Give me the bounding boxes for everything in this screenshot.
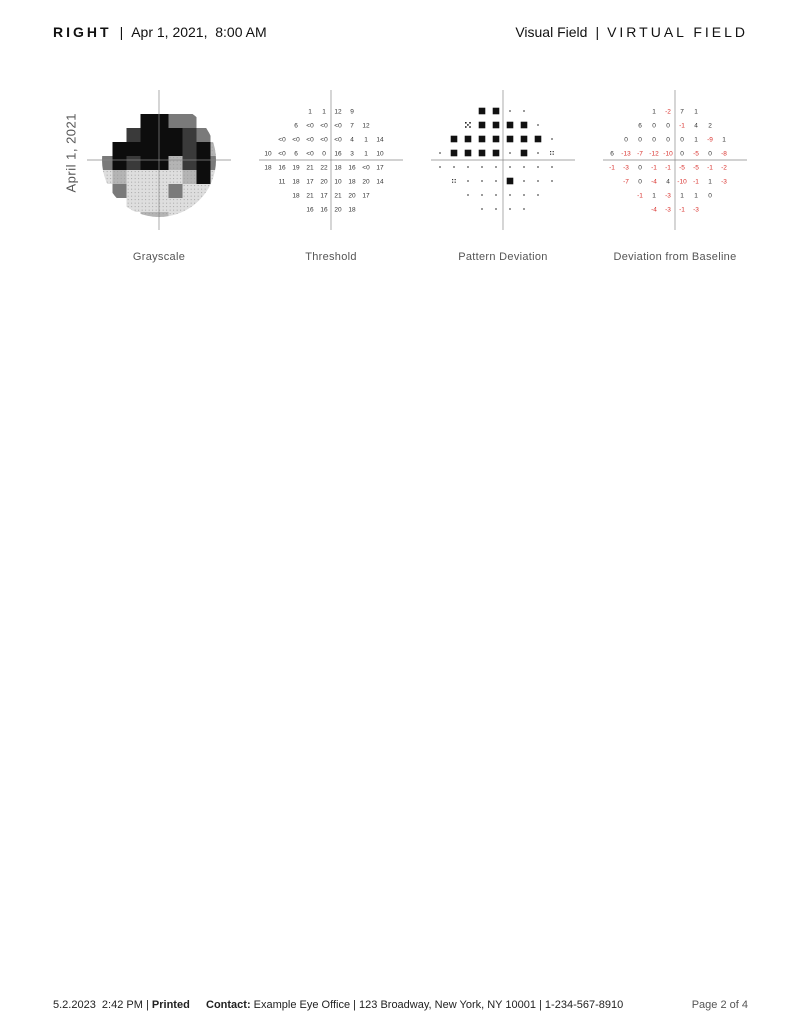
pattern-symbol-black [479, 122, 486, 129]
baseline-value: -1 [637, 192, 643, 200]
threshold-value: <0 [334, 136, 342, 144]
baseline-value: -3 [693, 206, 699, 214]
pattern-symbol-dot [509, 166, 510, 167]
printed-label: Printed [151, 999, 190, 1011]
pattern-symbol-dot [481, 180, 482, 181]
printed-separator: | [142, 999, 152, 1011]
threshold-value: 6 [294, 150, 298, 158]
brand-logo: VIRTUAL FIELD [607, 24, 748, 40]
deviation-baseline-plot [603, 88, 747, 232]
baseline-value: -13 [621, 150, 631, 158]
eye-label: RIGHT [53, 24, 112, 40]
threshold-caption: Threshold [305, 251, 357, 263]
threshold-value: 16 [348, 164, 356, 172]
threshold-value: <0 [292, 136, 300, 144]
baseline-value: -3 [665, 206, 671, 214]
threshold-value: 18 [334, 164, 342, 172]
baseline-value: -1 [707, 164, 713, 172]
pattern-symbol-black [507, 136, 514, 143]
baseline-value: 0 [666, 136, 670, 144]
threshold-value: 18 [292, 178, 300, 186]
baseline-value: 1 [708, 178, 712, 186]
threshold-value: <0 [278, 150, 286, 158]
pattern-symbol-dot [509, 194, 510, 195]
baseline-value: -3 [623, 164, 629, 172]
threshold-value: 20 [348, 192, 356, 200]
pattern-symbol-hatched [465, 122, 471, 128]
baseline-value: 1 [652, 108, 656, 116]
threshold-value: 16 [320, 206, 328, 214]
pattern-symbol-dot [537, 124, 538, 125]
threshold-value: 20 [320, 178, 328, 186]
baseline-value: -1 [679, 122, 685, 130]
threshold-value: 10 [334, 178, 342, 186]
threshold-value: 17 [362, 192, 370, 200]
pattern-symbol-dot [509, 208, 510, 209]
pattern-symbol-black [521, 122, 528, 129]
pattern-symbol-dot [439, 166, 440, 167]
pattern-symbol-dot [481, 166, 482, 167]
pattern-symbol-black [479, 150, 486, 157]
baseline-value: -3 [665, 192, 671, 200]
baseline-value: 4 [666, 178, 670, 186]
baseline-value: 1 [652, 192, 656, 200]
baseline-value: -7 [637, 150, 643, 158]
pattern-symbol-dot [523, 194, 524, 195]
header-separator-right: | [595, 24, 600, 40]
baseline-value: 1 [694, 108, 698, 116]
threshold-value: 16 [278, 164, 286, 172]
deviation-baseline-svg [603, 88, 747, 232]
threshold-value: 12 [334, 108, 342, 116]
baseline-value: 0 [638, 164, 642, 172]
pattern-symbol-black [493, 150, 500, 157]
threshold-value: 16 [306, 206, 314, 214]
threshold-value: 4 [350, 136, 354, 144]
grayscale-map [99, 114, 225, 223]
pattern-symbol-dot [467, 166, 468, 167]
threshold-value: 6 [294, 122, 298, 130]
baseline-value: 6 [610, 150, 614, 158]
threshold-value: <0 [320, 122, 328, 130]
baseline-value: -1 [693, 178, 699, 186]
threshold-value: <0 [306, 136, 314, 144]
threshold-value: <0 [320, 136, 328, 144]
pattern-symbol-dot [467, 194, 468, 195]
printed-datetime: 5.2.2023 2:42 PM [53, 999, 143, 1011]
pattern-symbol-black [479, 136, 486, 143]
baseline-value: -4 [651, 178, 657, 186]
contact-text: Example Eye Office | 123 Broadway, New York, NY 10001 | 1-234-567-8910 [250, 999, 624, 1011]
threshold-value: 21 [306, 164, 314, 172]
threshold-value: <0 [306, 122, 314, 130]
baseline-caption: Deviation from Baseline [613, 251, 737, 263]
baseline-value: -5 [693, 164, 699, 172]
baseline-value: 0 [638, 178, 642, 186]
baseline-value: -10 [663, 150, 673, 158]
threshold-value: 21 [306, 192, 314, 200]
baseline-value: -7 [623, 178, 629, 186]
pattern-symbol-dot [523, 208, 524, 209]
header-left [53, 24, 267, 40]
threshold-value: 20 [334, 206, 342, 214]
threshold-value: 16 [334, 150, 342, 158]
pattern-symbol-dot [537, 180, 538, 181]
baseline-value: 0 [624, 136, 628, 144]
baseline-value: 0 [708, 192, 712, 200]
baseline-value: 0 [666, 122, 670, 130]
threshold-value: 7 [350, 122, 354, 130]
pattern-symbol-dot [467, 180, 468, 181]
threshold-value: 1 [308, 108, 312, 116]
threshold-value: 19 [292, 164, 300, 172]
threshold-value: 17 [320, 192, 328, 200]
baseline-value: 1 [694, 192, 698, 200]
pattern-symbol-dot [481, 208, 482, 209]
pattern-symbol-black [535, 136, 542, 143]
pattern-deviation-svg [431, 88, 575, 232]
threshold-value: 14 [376, 178, 384, 186]
baseline-value: -2 [721, 164, 727, 172]
baseline-value: -1 [679, 206, 685, 214]
exam-datetime: Apr 1, 2021, 8:00 AM [131, 24, 267, 40]
page-number: Page 2 of 4 [691, 999, 748, 1011]
pattern-symbol-dot [551, 138, 552, 139]
grayscale-svg [87, 88, 231, 232]
threshold-value: 18 [264, 164, 272, 172]
baseline-value: 2 [708, 122, 712, 130]
grayscale-caption: Grayscale [132, 251, 186, 263]
threshold-value: 1 [364, 136, 368, 144]
baseline-value: -3 [721, 178, 727, 186]
threshold-value: 0 [322, 150, 326, 158]
threshold-value: 11 [278, 178, 286, 186]
threshold-value: 10 [376, 150, 384, 158]
pattern-symbol-dot [537, 152, 538, 153]
threshold-value: <0 [306, 150, 314, 158]
baseline-value: -5 [679, 164, 685, 172]
baseline-value: 0 [680, 150, 684, 158]
pattern-symbol-black [465, 136, 472, 143]
baseline-value: -4 [651, 206, 657, 214]
baseline-value: 1 [680, 192, 684, 200]
pattern-symbol-dot [439, 152, 440, 153]
baseline-value: 4 [694, 122, 698, 130]
header-right [515, 24, 748, 40]
threshold-value: 9 [350, 108, 354, 116]
baseline-value: -8 [721, 150, 727, 158]
pattern-symbol-black [521, 136, 528, 143]
exam-date-vertical: April 1, 2021 [63, 113, 79, 193]
baseline-value: 0 [652, 122, 656, 130]
contact-label: Contact: [206, 999, 251, 1011]
baseline-value: -1 [665, 164, 671, 172]
pattern-symbol-black [493, 108, 500, 115]
threshold-value: 18 [348, 206, 356, 214]
pattern-symbol-dot [523, 166, 524, 167]
pattern-symbol-dot [495, 194, 496, 195]
pattern-symbol-dot [537, 166, 538, 167]
threshold-value: 12 [362, 122, 370, 130]
pattern-symbol-sparse [550, 151, 554, 155]
baseline-value: 6 [638, 122, 642, 130]
pattern-symbol-dot [551, 166, 552, 167]
grayscale-plot [87, 88, 231, 232]
threshold-value: <0 [334, 122, 342, 130]
pattern-symbol-dot [495, 166, 496, 167]
threshold-value: 17 [306, 178, 314, 186]
baseline-value: 1 [694, 136, 698, 144]
pattern-symbol-black [465, 150, 472, 157]
header-separator: | [119, 24, 124, 40]
pattern-symbol-dot [509, 110, 510, 111]
pattern-symbol-dot [495, 180, 496, 181]
baseline-value: -9 [707, 136, 713, 144]
pattern-symbol-dot [509, 152, 510, 153]
pattern-symbol-sparse [452, 179, 456, 183]
pattern-symbol-dot [523, 110, 524, 111]
threshold-value: 18 [292, 192, 300, 200]
baseline-value: 7 [680, 108, 684, 116]
baseline-value: -1 [609, 164, 615, 172]
footer-printed [53, 999, 190, 1011]
threshold-value: 18 [348, 178, 356, 186]
pattern-symbol-black [451, 150, 458, 157]
baseline-value: 0 [680, 136, 684, 144]
baseline-value: -2 [665, 108, 671, 116]
threshold-value: 10 [264, 150, 272, 158]
pattern-symbol-black [507, 178, 514, 185]
pattern-symbol-black [507, 122, 514, 129]
threshold-value: 14 [376, 136, 384, 144]
pattern-symbol-black [493, 136, 500, 143]
pattern-symbol-black [521, 150, 528, 157]
threshold-value: 17 [376, 164, 384, 172]
pattern-symbol-black [493, 122, 500, 129]
baseline-value: -12 [649, 150, 659, 158]
pattern-symbol-dot [453, 166, 454, 167]
baseline-value: 0 [652, 136, 656, 144]
threshold-value: 1 [322, 108, 326, 116]
threshold-value: 20 [362, 178, 370, 186]
baseline-value: -10 [677, 178, 687, 186]
threshold-value: 21 [334, 192, 342, 200]
pattern-symbol-dot [481, 194, 482, 195]
threshold-value: 3 [350, 150, 354, 158]
pattern-symbol-dot [537, 194, 538, 195]
footer-contact [206, 999, 623, 1011]
test-name: Visual Field [515, 24, 588, 40]
pattern-symbol-dot [551, 180, 552, 181]
pattern-symbol-black [479, 108, 486, 115]
threshold-svg [259, 88, 403, 232]
baseline-value: 1 [722, 136, 726, 144]
threshold-plot [259, 88, 403, 232]
pattern-symbol-dot [523, 180, 524, 181]
pattern-caption: Pattern Deviation [458, 251, 548, 263]
baseline-value: 0 [708, 150, 712, 158]
pattern-symbol-dot [495, 208, 496, 209]
baseline-value: -5 [693, 150, 699, 158]
threshold-value: 22 [320, 164, 328, 172]
threshold-value: <0 [278, 136, 286, 144]
baseline-value: -1 [651, 164, 657, 172]
baseline-value: 0 [638, 136, 642, 144]
pattern-symbol-black [451, 136, 458, 143]
threshold-value: <0 [362, 164, 370, 172]
pattern-deviation-plot [431, 88, 575, 232]
threshold-value: 1 [364, 150, 368, 158]
